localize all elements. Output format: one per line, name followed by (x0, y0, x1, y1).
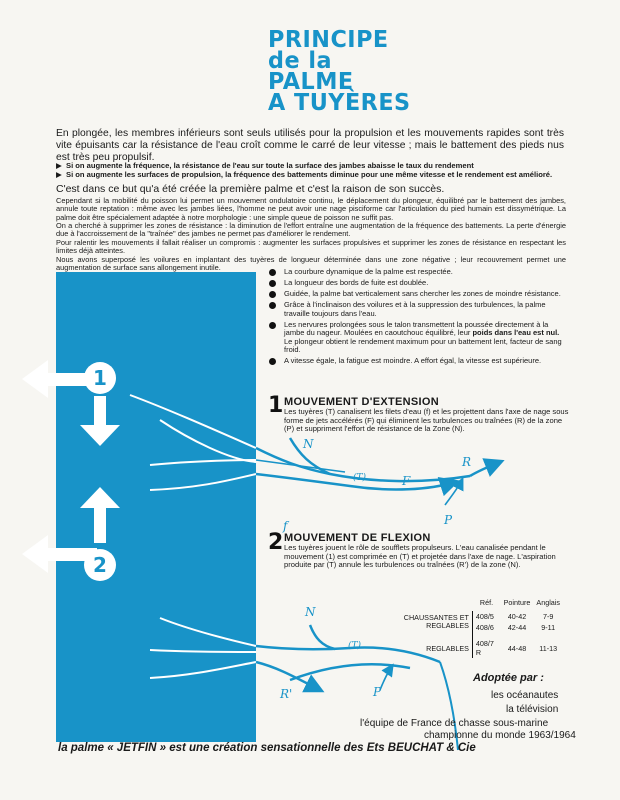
movement-2-text: Les tuyères jouent le rôle de soufflets propulseurs. L'eau canalisée pendant le mouvement (1) est comprimée en (T) et projetée dans l'axe de nage. L'aspiration produite par (T) annule les turbulences ou traînées (R') de la zone (N). (284, 543, 556, 570)
feature-text: A vitesse égale, la fatigue est moindre. A effort égal, la vitesse est supérieure. (284, 356, 542, 365)
key-point-1-text: Si on augmente la fréquence, la résistance de l'eau sur toute la surface des jambes abaisse le taux du rendement (66, 161, 474, 170)
movement-1-text: Les tuyères (T) canalisent les filets d'eau (f) et les projettent dans l'axe de nage sous forme de jets accélérés (F) qui éliminent les turbulences ou traînées (R) de la zone (P) et suppriment l'effort de résistance de la Zone (N). (284, 407, 569, 434)
title-line-1: PRINCIPE (268, 27, 389, 53)
movement-2-number: 2 (268, 530, 284, 555)
table-cell-en: 7-9 (543, 612, 554, 621)
movement-2-title: MOUVEMENT DE FLEXION (284, 532, 431, 544)
diagram-2-label-t: (T) (348, 641, 362, 651)
adoption-line-3: l'équipe de France de chasse sous-marine (360, 718, 549, 729)
diagram-2-label-n: N (305, 605, 316, 619)
table-header-size: Pointure (503, 598, 531, 607)
table-cell-ref: 408/5 (475, 612, 494, 621)
diagram-1-label-t: (T) (353, 473, 367, 483)
diagram-1-label-n: N (303, 437, 314, 451)
table-cell-size: 40-42 (507, 612, 527, 621)
table-cell-ref: 408/7 R (475, 639, 494, 657)
feature-text: Guidée, la palme bat verticalement sans chercher les zones de moindre résistance. (284, 289, 561, 298)
table-cell-size: 44-48 (507, 643, 527, 653)
tagline: C'est dans ce but qu'a été créée la première palme et c'est la raison de son succès. (56, 183, 445, 195)
movement-1-number: 1 (268, 393, 284, 418)
diagram-1-label-r: R (462, 455, 472, 469)
adoption-title: Adoptée par : (473, 672, 544, 684)
table-cell-en: 9-11 (541, 623, 556, 632)
fin-profile-1 (256, 438, 500, 505)
feature-bold-text: poids dans l'eau est nul. (472, 328, 560, 337)
table-header-ref: Réf. (479, 598, 494, 607)
down-arrow-icon (80, 396, 120, 446)
title-line-4: A TUYÈRES (268, 90, 411, 116)
table-cell-ref: 408/6 (475, 623, 494, 632)
feature-text-tail: Le plongeur obtient le rendement maximum pour un battement lent, facteur de sang froid. (284, 336, 562, 354)
adoption-line-1: les océanautes (491, 690, 559, 701)
panel-number-1: 1 (93, 366, 107, 390)
table-cell-size: 42-44 (507, 623, 527, 632)
diagram-2-label-p: P (373, 685, 382, 699)
table-row (383, 611, 563, 622)
diagram-1-label-f-upper: F (402, 474, 411, 488)
flow-lines-2 (150, 618, 256, 678)
up-arrow-icon (80, 487, 120, 543)
feature-text: Grâce à l'inclinaison des voilures et à la suppression des turbulences, la palme travaille toujours dans l'eau. (284, 300, 546, 318)
key-point-2-text: Si on augmente les surfaces de propulsion, la fréquence des battements diminue pour une même vitesse et le rendement est amélioré. (66, 170, 553, 179)
adoption-line-4: championne du monde 1963/1964 (424, 730, 576, 741)
paragraph-3: Pour ralentir les mouvements il fallait réaliser un compromis : augmenter les surfaces propulsives et supprimer les zones de résistance en respectant les limites déjà atteintes. (56, 238, 566, 256)
paragraph-1: Cependant si la mobilité du poisson lui permet un mouvement ondulatoire continu, le déplacement du plongeur, équilibré par le battement des jambes, annule toute reptation : même avec les jambes liées, l'homme ne peut avoir une nage pisciforme car l'articulation du pied humain est dissymétrique. La palme doit être spécialement adaptée à notre morphologie : une simple queue de poisson ne suffit pas. (56, 196, 566, 222)
intro-paragraph: En plongée, les membres inférieurs sont seuls utilisés pour la propulsion et les mouvements rapides sont très vite épuisants car la résistance de l'eau croît comme le carré de leur vitesse ; mais le battement des pieds nus est très peu propulsif. (56, 128, 564, 163)
table-cell-en: 11-13 (539, 643, 558, 653)
table-row-label: CHAUSSANTES ET REGLABLES (383, 611, 472, 633)
diagram-2-label-r: R' (280, 687, 293, 701)
reference-table (383, 597, 563, 658)
movement-1-title: MOUVEMENT D'EXTENSION (284, 396, 439, 408)
footer-tagline: la palme « JETFIN » est une création sensationnelle des Ets BEUCHAT & Cie (58, 742, 476, 754)
table-header-en: Anglais (536, 598, 560, 607)
triangle-icon: ▶ (56, 161, 62, 170)
adoption-line-2: la télévision (506, 704, 559, 715)
panel-number-2: 2 (93, 553, 107, 577)
paragraph-2: On a cherché à supprimer les zones de résistance : la diminution de l'effort entraîne une augmentation de la fréquence des battements. La perte d'énergie due à l'accroissement de la "traînée" des jambes ne permet pas d'améliorer le rendement. (56, 221, 566, 239)
table-row-label: REGLABLES (383, 633, 472, 658)
triangle-icon: ▶ (56, 170, 62, 179)
feature-text: La longueur des bords de fuite est doublée. (284, 278, 429, 287)
table-row (383, 633, 563, 658)
diagram-1-label-f-lower: f (283, 519, 288, 533)
title-line-3: PALME (268, 69, 354, 95)
title-line-2: de la (268, 48, 333, 74)
feature-text: Les nervures prolongées sous le talon transmettent la poussée directement à la jambe du nageur. Moulées en caoutchouc équilibré, leur (284, 319, 549, 337)
diagram-1-label-p: P (444, 513, 453, 527)
table-header-row (383, 597, 563, 611)
flow-lines-1 (130, 395, 256, 490)
paragraph-4: Nous avons superposé les voilures en implantant des tuyères de longueur déterminée dans une zone négative ; leur recouvrement permet une augmentation de surface sans allongement inutile. (56, 255, 566, 273)
feature-text: La courbure dynamique de la palme est respectée. (284, 267, 453, 276)
